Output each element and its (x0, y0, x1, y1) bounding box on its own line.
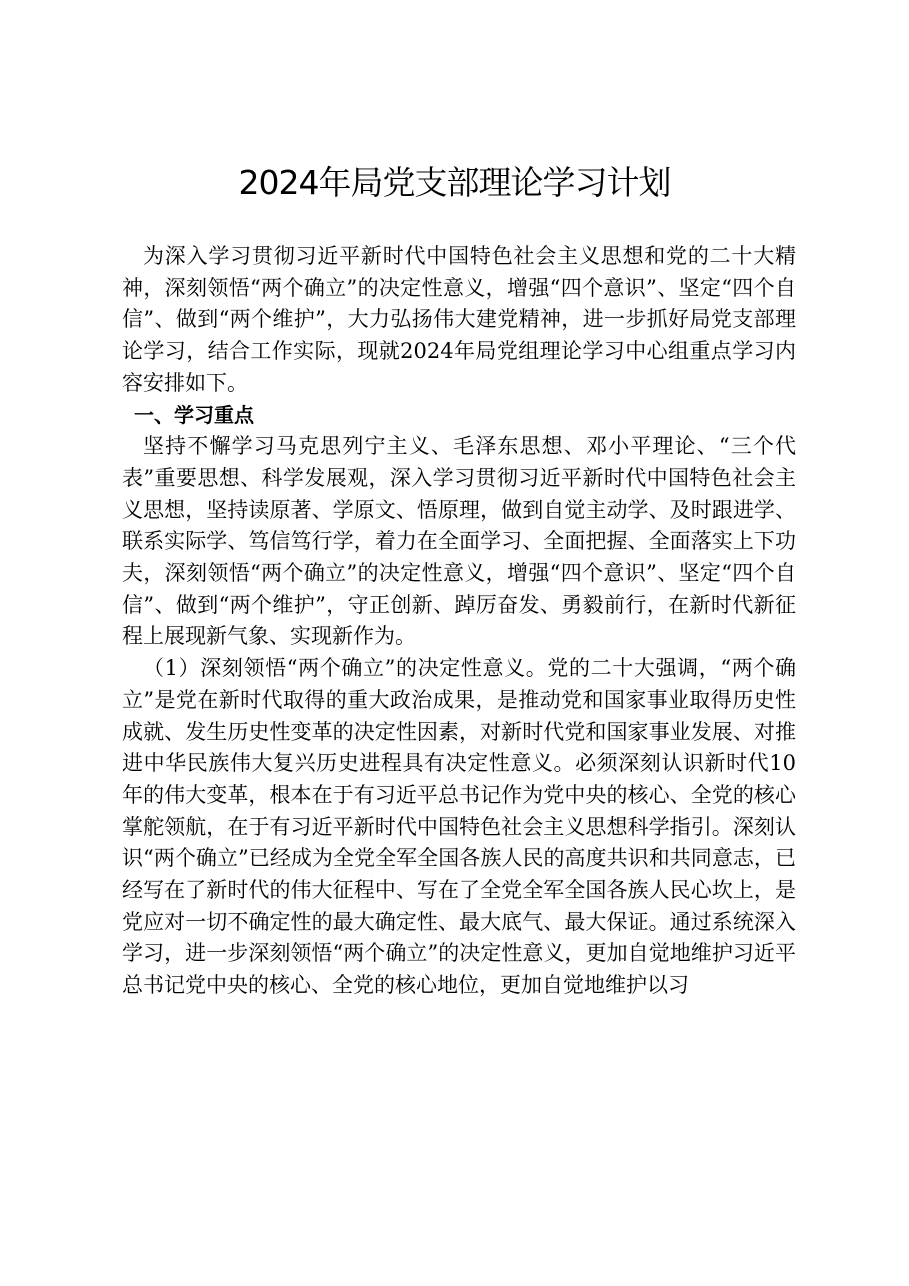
item-1-paragraph: （1）深刻领悟“两个确立”的决定性意义。党的二十大强调，“两个确立”是党在新时代取得的重大政治成果，是推动党和国家事业取得历史性成就、发生历史性变革的决定性因素，对新时代党和国家事业发展、对推进中华民族伟大复兴历史进程具有决定性意义。必须深刻认识新时代10年的伟大变革，根本在于有习近平总书记作为党中央的核心、全党的核心掌舵领航，在于有习近平新时代中国特色社会主义思想科学指引。深刻认识“两个确立”已经成为全党全军全国各族人民的高度共识和共同意志，已经写在了新时代的伟大征程中、写在了全党全军全国各族人民心坎上，是党应对一切不确定性的最大确定性、最大底气、最大保证。通过系统深入学习，进一步深刻领悟“两个确立”的决定性意义，更加自觉地维护习近平总书记党中央的核心、全党的核心地位，更加自觉地维护以习 (122, 656, 796, 998)
study-focus-paragraph: 坚持不懈学习马克思列宁主义、毛泽东思想、邓小平理论、“三个代表”重要思想、科学发展观，深入学习贯彻习近平新时代中国特色社会主义思想，坚持读原著、学原文、悟原理，做到自觉主动学、及时跟进学、联系实际学、笃信笃行学，着力在全面学习、全面把握、全面落实上下功夫，深刻领悟“两个确立”的决定性意义，增强“四个意识”、坚定“四个自信”、做到“两个维护”，守正创新、踔厉奋发、勇毅前行，在新时代新征程上展现新气象、实现新作为。 (122, 434, 796, 649)
document-body (122, 241, 796, 1002)
intro-paragraph: 为深入学习贯彻习近平新时代中国特色社会主义思想和党的二十大精神，深刻领悟“两个确立”的决定性意义，增强“四个意识”、坚定“四个自信”、做到“两个维护”，大力弘扬伟大建党精神，进一步抓好局党支部理论学习，结合工作实际，现就2024年局党组理论学习中心组重点学习内容安排如下。 (122, 244, 796, 395)
document-title: 2024年局党支部理论学习计划 (238, 163, 671, 202)
section-heading-study-focus: 一、学习重点 (134, 402, 254, 427)
